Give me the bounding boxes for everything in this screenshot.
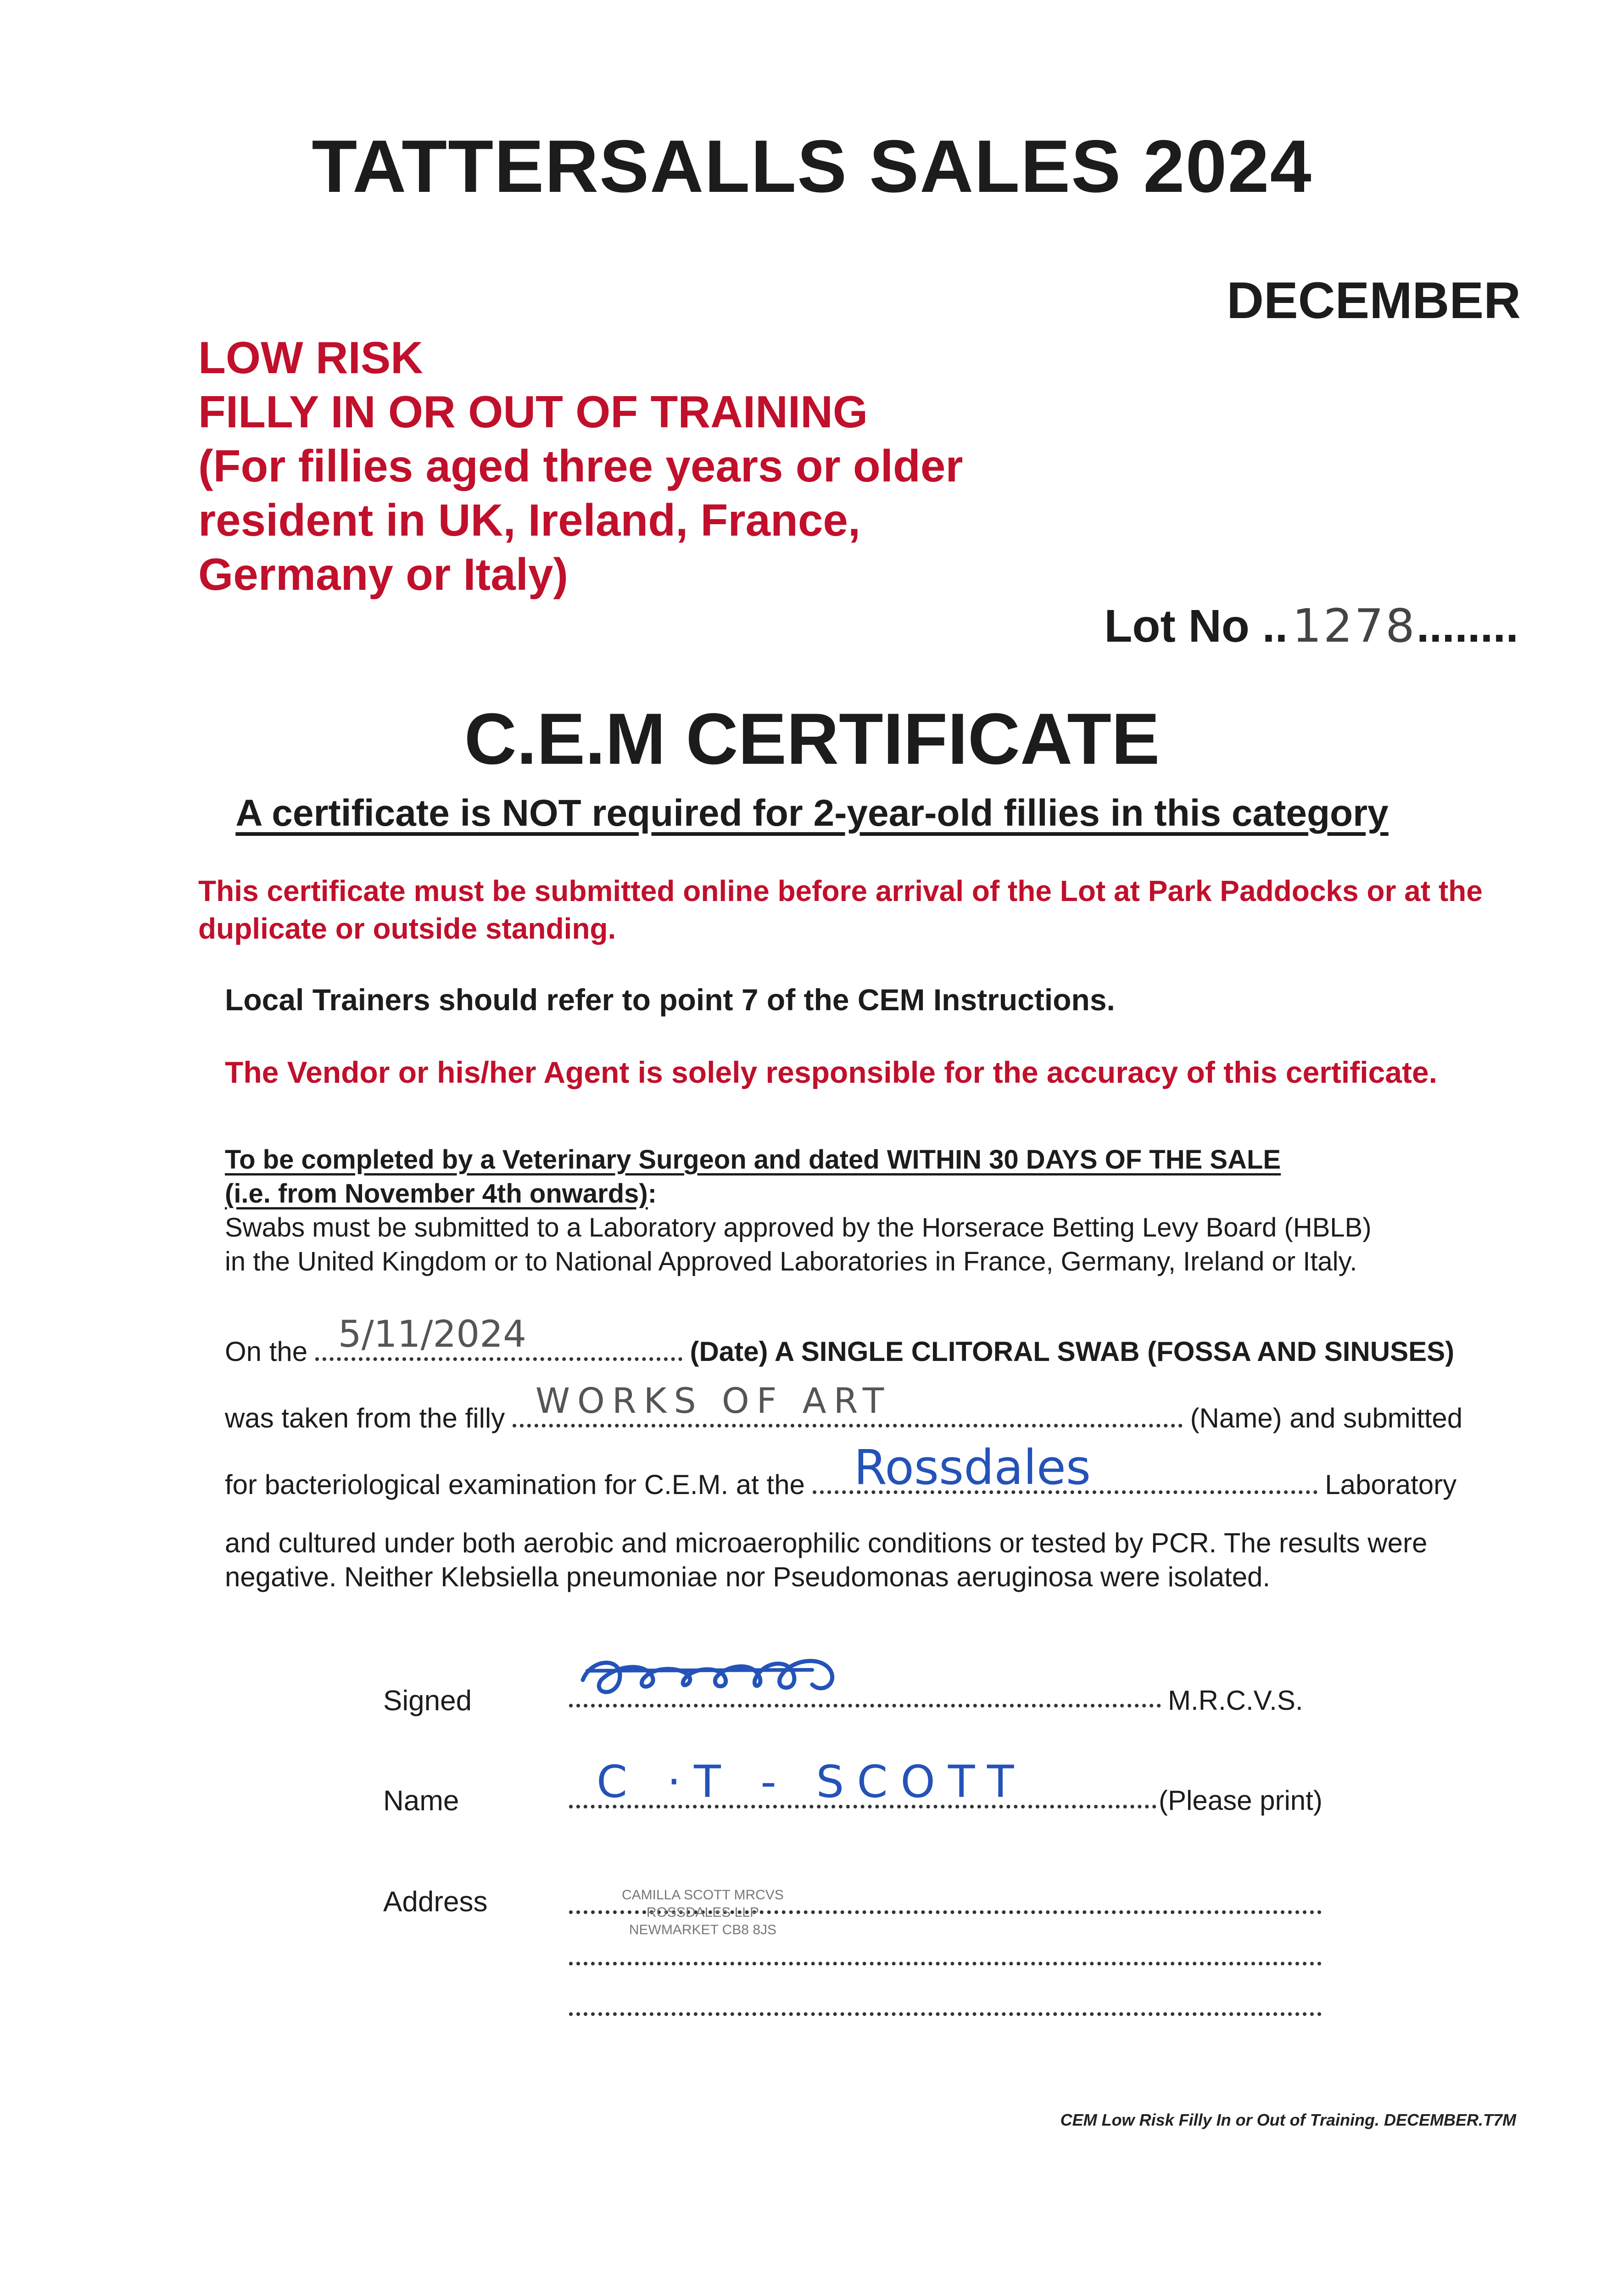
date-field	[315, 1313, 682, 1361]
signature-field	[569, 1680, 1161, 1710]
stamp-line-2: ROSSDALES LLP	[646, 1905, 759, 1920]
stamp-line-3: NEWMARKET CB8 8JS	[629, 1922, 777, 1937]
filly-name-field	[513, 1380, 1183, 1427]
result-text: and cultured under both aerobic and microaerophilic conditions or tested by PCR. The results were negative. Neither Klebsiella pneumoniae nor Pseudomonas aeruginosa were isolated.	[225, 1528, 1428, 1592]
signed-label: Signed	[383, 1685, 472, 1717]
lab-suffix: Laboratory	[1325, 1469, 1457, 1500]
address-stamp	[622, 1886, 784, 1939]
stamp-line-1: CAMILLA SCOTT MRCVS	[622, 1887, 784, 1903]
local-trainers-notice: Local Trainers should refer to point 7 of the CEM Instructions.	[225, 983, 1115, 1017]
date-suffix: (Date) A SINGLE CLITORAL SWAB (FOSSA AND SINUSES)	[690, 1336, 1455, 1367]
certificate-title: C.E.M CERTIFICATE	[464, 699, 1160, 779]
address-label: Address	[383, 1886, 488, 1918]
category-line-1: LOW RISK	[198, 332, 423, 383]
please-print-label: (Please print)	[1159, 1785, 1323, 1816]
category-line-5: Germany or Italy)	[198, 549, 569, 599]
vendor-notice: The Vendor or his/her Agent is solely responsible for the accuracy of this certificate.	[225, 1055, 1437, 1089]
name-label: Name	[383, 1785, 459, 1817]
category-block	[198, 330, 963, 601]
laboratory-line	[225, 1439, 1457, 1500]
taken-from-label: was taken from the filly	[225, 1403, 505, 1433]
lot-label: Lot No ..	[1104, 600, 1288, 652]
address-line-3	[569, 1988, 1322, 2018]
lot-trail: ........	[1416, 600, 1518, 652]
vet-body-1: Swabs must be submitted to a Laboratory approved by the Horserace Betting Levy Board (HBLB)	[225, 1213, 1372, 1243]
filly-name-line	[225, 1380, 1463, 1434]
lot-number	[1104, 599, 1518, 653]
on-the-label: On the	[225, 1336, 308, 1367]
category-line-4: resident in UK, Ireland, France,	[198, 495, 861, 545]
mrcvs-label: M.R.C.V.S.	[1168, 1685, 1303, 1716]
page-title: TATTERSALLS SALES 2024	[312, 125, 1312, 208]
category-line-3: (For fillies aged three years or older	[198, 441, 963, 491]
laboratory-value: Rossdales	[854, 1439, 1091, 1495]
vet-name-field	[569, 1756, 1156, 1811]
laboratory-field	[813, 1439, 1317, 1495]
exam-prefix: for bacteriological examination for C.E.M. at the	[225, 1469, 805, 1500]
online-notice: This certificate must be submitted online before arrival of the Lot at Park Paddocks or at the duplicate or outside standing.	[198, 874, 1483, 945]
lot-value: 1278	[1292, 599, 1417, 653]
vet-heading-1: To be completed by a Veterinary Surgeon and dated WITHIN 30 DAYS OF THE SALE	[225, 1145, 1281, 1175]
vet-instructions	[225, 1143, 1372, 1279]
filly-name-value: WORKS OF ART	[535, 1380, 892, 1421]
footer-reference: CEM Low Risk Filly In or Out of Training. DECEMBER.T7M	[1060, 2110, 1516, 2129]
category-line-2: FILLY IN OR OUT OF TRAINING	[198, 386, 868, 437]
vet-body-2: in the United Kingdom or to National Approved Laboratories in France, Germany, Ireland or Italy.	[225, 1247, 1357, 1276]
sale-month: DECEMBER	[1227, 272, 1521, 329]
date-value: 5/11/2024	[338, 1313, 526, 1355]
vet-heading-2: (i.e. from November 4th onwards)	[225, 1179, 648, 1209]
address-line-2	[569, 1938, 1322, 1968]
certificate-note: A certificate is NOT required for 2-year-old fillies in this category	[235, 792, 1389, 834]
swab-date-line	[225, 1313, 1455, 1367]
vet-name-value: C ·T - SCOTT	[597, 1756, 1027, 1808]
vet-heading-colon: :	[647, 1179, 657, 1209]
name-suffix: (Name) and submitted	[1190, 1403, 1463, 1433]
